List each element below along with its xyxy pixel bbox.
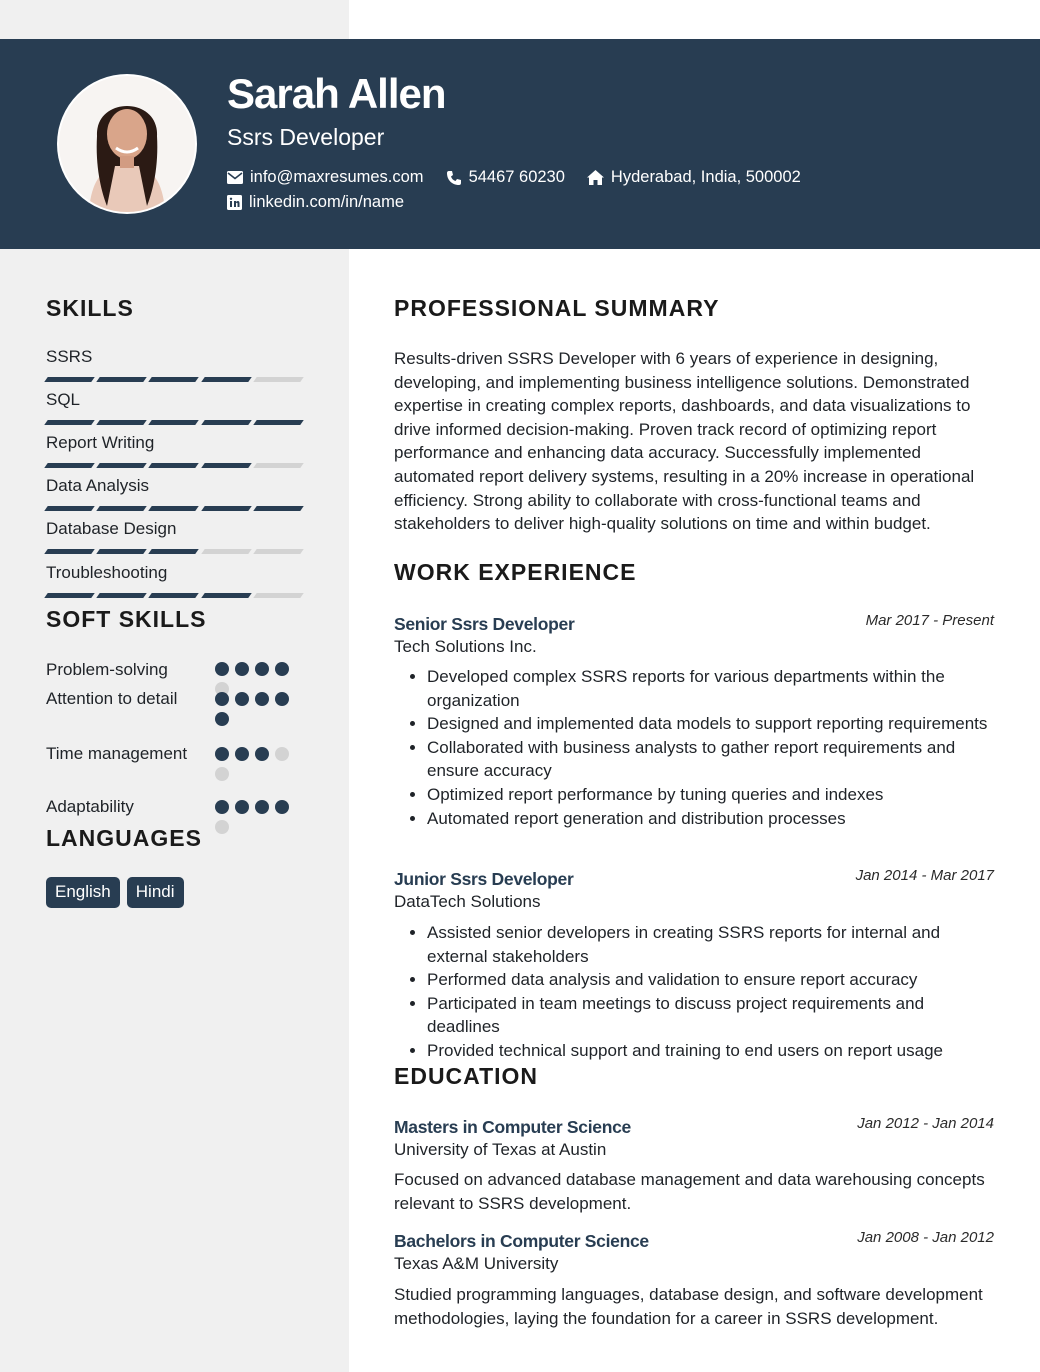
skill-level-bar xyxy=(46,549,302,554)
degree-description: Studied programming languages, database design, and software development methodologies, laying the foundation for a career in SSRS development. xyxy=(394,1285,983,1328)
list-item: • Developed complex SSRS reports for various departments within the organization xyxy=(427,665,998,712)
candidate-title: Ssrs Developer xyxy=(227,124,385,150)
skill-level-segment xyxy=(44,463,95,468)
languages-heading: LANGUAGES xyxy=(46,825,202,851)
skill-level-segment xyxy=(96,420,147,425)
skill-level-segment xyxy=(201,549,252,554)
rating-dot xyxy=(275,747,289,761)
rating-dot xyxy=(255,692,269,706)
skill-level-segment xyxy=(253,549,304,554)
skill-label: Database Design xyxy=(46,519,177,538)
skill-level-segment xyxy=(149,377,200,382)
skill-level-segment xyxy=(149,549,200,554)
skill-label: SQL xyxy=(46,390,81,409)
skill-label: Troubleshooting xyxy=(46,563,168,582)
skill-level-bar xyxy=(46,420,302,425)
skill-level-segment xyxy=(149,463,200,468)
skill-level-segment xyxy=(149,420,200,425)
job-title: Junior Ssrs Developer xyxy=(394,869,574,889)
soft-skill-rating xyxy=(215,800,297,834)
degree-title: Bachelors in Computer Science xyxy=(394,1231,649,1251)
rating-dot xyxy=(235,800,249,814)
profile-photo xyxy=(59,76,195,212)
skill-level-segment xyxy=(44,377,95,382)
contact-row-2 xyxy=(227,193,404,212)
soft-skills-heading: SOFT SKILLS xyxy=(46,606,207,632)
experience-heading: WORK EXPERIENCE xyxy=(394,559,637,585)
rating-dot xyxy=(235,662,249,676)
skill-level-segment xyxy=(201,420,252,425)
address-text: Hyderabad, India, 500002 xyxy=(610,168,801,186)
list-item: • Optimized report performance by tuning queries and indexes xyxy=(427,783,998,807)
skill-level-segment xyxy=(149,506,200,511)
school-name: Texas A&M University xyxy=(394,1254,559,1273)
job-dates: Mar 2017 - Present xyxy=(865,612,994,629)
rating-dot xyxy=(275,692,289,706)
email-text: info@maxresumes.com xyxy=(250,168,424,186)
degree-dates: Jan 2012 - Jan 2014 xyxy=(857,1115,994,1132)
job-title: Senior Ssrs Developer xyxy=(394,614,575,634)
skill-level-bar xyxy=(46,377,302,382)
rating-dot xyxy=(215,712,229,726)
skill-level-segment xyxy=(44,420,95,425)
skill-level-segment xyxy=(253,593,304,598)
skill-level-segment xyxy=(96,463,147,468)
list-item: • Automated report generation and distribution processes xyxy=(427,807,998,831)
rating-dot xyxy=(215,800,229,814)
skill-level-segment xyxy=(201,463,252,468)
contact-row xyxy=(227,168,801,187)
contact-phone[interactable] xyxy=(446,168,565,187)
skill-label: SSRS xyxy=(46,347,93,366)
skill-level-segment xyxy=(44,506,95,511)
contact-linkedin[interactable] xyxy=(227,193,404,212)
rating-dot xyxy=(255,800,269,814)
summary-heading: PROFESSIONAL SUMMARY xyxy=(394,295,720,321)
skill-label: Report Writing xyxy=(46,433,155,452)
skill-level-segment xyxy=(44,593,95,598)
rating-dot xyxy=(235,747,249,761)
list-item: • Assisted senior developers in creating SSRS reports for internal and external stakeholders xyxy=(427,921,998,968)
school-name: University of Texas at Austin xyxy=(394,1140,607,1159)
soft-skill-rating xyxy=(215,692,297,726)
candidate-name: Sarah Allen xyxy=(227,70,446,117)
skill-label: Data Analysis xyxy=(46,476,149,495)
language-tag: English xyxy=(46,877,120,908)
list-item: • Participated in team meetings to discuss project requirements and deadlines xyxy=(427,992,998,1039)
job-company: Tech Solutions Inc. xyxy=(394,637,537,656)
rating-dot xyxy=(215,662,229,676)
skill-level-segment xyxy=(201,593,252,598)
skill-level-bar xyxy=(46,593,302,598)
skill-level-segment xyxy=(96,593,147,598)
degree-title: Masters in Computer Science xyxy=(394,1117,631,1137)
soft-skill-label: Adaptability xyxy=(46,797,134,816)
rating-dot xyxy=(255,662,269,676)
skills-heading: SKILLS xyxy=(46,295,134,321)
rating-dot xyxy=(255,747,269,761)
skill-level-segment xyxy=(253,420,304,425)
linkedin-text: linkedin.com/in/name xyxy=(249,193,404,211)
list-item: • Collaborated with business analysts to gather report requirements and ensure accuracy xyxy=(427,736,998,783)
degree-description: Focused on advanced database management and data warehousing concepts relevant to SSRS development. xyxy=(394,1170,985,1213)
soft-skill-label: Attention to detail xyxy=(46,689,178,708)
contact-address xyxy=(587,168,801,187)
skill-level-segment xyxy=(253,463,304,468)
skill-level-bar xyxy=(46,463,302,468)
skill-level-segment xyxy=(253,506,304,511)
list-item: • Performed data analysis and validation to ensure report accuracy xyxy=(427,968,998,992)
languages-list xyxy=(46,877,184,908)
job-responsibilities xyxy=(394,665,998,830)
skill-level-bar xyxy=(46,506,302,511)
phone-text: 54467 60230 xyxy=(468,168,565,186)
job-company: DataTech Solutions xyxy=(394,892,541,911)
rating-dot xyxy=(235,692,249,706)
soft-skill-rating xyxy=(215,662,297,696)
skill-level-segment xyxy=(96,506,147,511)
job-dates: Jan 2014 - Mar 2017 xyxy=(855,867,994,884)
rating-dot xyxy=(215,767,229,781)
skill-level-segment xyxy=(44,549,95,554)
home-icon xyxy=(587,170,604,185)
skill-level-segment xyxy=(96,549,147,554)
list-item: • Provided technical support and training to end users on report usage xyxy=(427,1039,998,1063)
rating-dot xyxy=(275,800,289,814)
rating-dot xyxy=(215,747,229,761)
soft-skill-label: Problem-solving xyxy=(46,660,168,679)
rating-dot xyxy=(215,692,229,706)
phone-icon xyxy=(446,170,462,186)
envelope-icon xyxy=(227,171,243,184)
degree-dates: Jan 2008 - Jan 2012 xyxy=(857,1229,994,1246)
education-heading: EDUCATION xyxy=(394,1063,539,1089)
skill-level-segment xyxy=(253,377,304,382)
list-item: • Designed and implemented data models to support reporting requirements xyxy=(427,712,998,736)
skill-level-segment xyxy=(96,377,147,382)
skill-level-segment xyxy=(201,506,252,511)
contact-email[interactable] xyxy=(227,168,424,187)
rating-dot xyxy=(215,820,229,834)
linkedin-icon xyxy=(227,195,242,210)
soft-skill-label: Time management xyxy=(46,744,188,763)
rating-dot xyxy=(275,662,289,676)
job-responsibilities xyxy=(394,921,998,1063)
skill-level-segment xyxy=(149,593,200,598)
language-tag: Hindi xyxy=(127,877,184,908)
skill-level-segment xyxy=(201,377,252,382)
summary-text: Results-driven SSRS Developer with 6 years of experience in designing, developing, and implementing business intelligence solutions. Demonstrated expertise in creating complex reports, dashboards, and data visualizations to drive informed decision-making. Proven track record of optimizing report performance and enhancing data accuracy. Successfully implemented automated report delivery systems, resulting in a 20% increase in operational efficiency. Strong ability to collaborate with cross-functional teams and stakeholders to deliver high-quality solutions on time and within budget. xyxy=(394,349,975,534)
soft-skill-rating xyxy=(215,747,297,781)
